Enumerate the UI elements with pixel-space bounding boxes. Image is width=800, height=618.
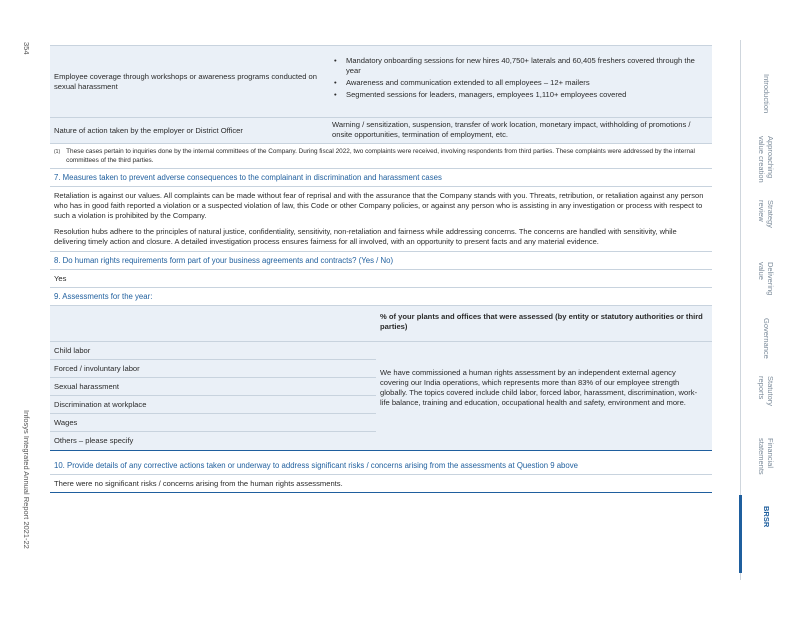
nav-financial-statements[interactable]: Financial statements (757, 438, 775, 475)
list-item: • Awareness and communication extended to all employees – 12+ mailers (332, 78, 708, 88)
assessment-topic: Sexual harassment (50, 378, 376, 396)
assessment-response-text: We have commissioned a human rights assessment by an independent external agency covering our India operations, which represents more than 83% of our employee strength globally. The topics covered include child labor, forced labor, harassment, discrimination, work-life balance, training and education, occupational health and safety, environment and more. (380, 368, 698, 407)
question-7-paragraph-1: Retaliation is against our values. All complaints can be made without fear of reprisal and with the assurance that the Company stands with you. Threats, retribution, or retaliation against any person who has in good faith reported a violation or a suspected violation of law, this Code or other Company policies, or against any person who is assisting in any investigation or process with respect to such a violation is prohibited by the Company. (54, 191, 704, 220)
assessment-topic: Discrimination at workplace (50, 396, 376, 414)
footnote-marker: (1) (54, 149, 61, 155)
report-title: Infosys Integrated Annual Report 2021-22 (22, 410, 31, 549)
bullet-list (332, 56, 708, 100)
main-content (50, 45, 712, 493)
assessment-topic: Forced / involuntary labor (50, 360, 376, 378)
row-label: Employee coverage through workshops or awareness programs conducted on sexual harassment (54, 71, 317, 91)
page-number: 354 (22, 42, 31, 55)
table-row (50, 46, 712, 118)
list-item: • Mandatory onboarding sessions for new hires 40,750+ laterals and 60,405 freshers covered through the year (332, 56, 708, 76)
table-row (50, 118, 712, 144)
nav-approaching-value-creation[interactable]: Approaching value creation (757, 136, 775, 183)
footnote (50, 144, 712, 169)
nav-strategy-review[interactable]: Strategy review (757, 200, 775, 228)
assessment-response (376, 306, 712, 450)
nav-governance[interactable]: Governance (762, 318, 771, 359)
footnote-text: These cases pertain to inquiries done by the internal committees of the Company. During fiscal 2022, two complaints were received, involving respondents from third parties. These complaints were addressed by the internal committees of the third parties. (66, 148, 695, 164)
left-rail (0, 0, 50, 618)
question-9-heading: 9. Assessments for the year: (50, 288, 712, 306)
row-value (328, 46, 712, 117)
assessment-topics (50, 306, 376, 450)
question-8-answer: Yes (50, 270, 712, 288)
harassment-table (50, 45, 712, 144)
assessment-table (50, 306, 712, 451)
assessment-topic: Child labor (50, 342, 376, 360)
assessment-topic: Others – please specify (54, 436, 134, 445)
assessment-column-header: % of your plants and offices that were assessed (by entity or statutory authorities or third parties) (376, 306, 712, 342)
question-8-heading: 8. Do human rights requirements form part of your business agreements and contracts? (Yes / No) (50, 252, 712, 270)
question-7-paragraph-2: Resolution hubs adhere to the principles of natural justice, confidentiality, sensitivity, non-retaliation and fairness while addressing concerns. The concerns are handled with sensitivity, while delivering timely action and closure. A detailed investigation process ensures fairness for all involved, with an opportunity to present facts and any material evidence. (50, 223, 712, 252)
nav-brsr[interactable]: BRSR (762, 506, 771, 528)
active-section-marker (739, 495, 742, 573)
nav-delivering-value[interactable]: Delivering value (757, 262, 775, 296)
question-7-heading: 7. Measures taken to prevent adverse consequences to the complainant in discrimination and harassment cases (50, 169, 712, 187)
question-10-answer: There were no significant risks / concerns arising from the human rights assessments. (50, 475, 712, 493)
nav-introduction[interactable]: Introduction (762, 74, 771, 114)
row-label: Nature of action taken by the employer or District Officer (54, 125, 243, 135)
question-10-heading: 10. Provide details of any corrective actions taken or underway to address significant risks / concerns arising from the assessments at Question 9 above (50, 457, 712, 475)
assessment-header-blank (50, 306, 376, 342)
nav-statutory-reports[interactable]: Statutory reports (757, 376, 775, 407)
assessment-topic: Wages (50, 414, 376, 432)
row-value: Warning / sensitization, suspension, transfer of work location, monetary impact, withholding of promotions / onsite opportunities, termination of employment, etc. (332, 120, 691, 139)
section-nav (740, 40, 800, 580)
list-item: • Segmented sessions for leaders, managers, employees 1,110+ employees covered (332, 90, 708, 100)
